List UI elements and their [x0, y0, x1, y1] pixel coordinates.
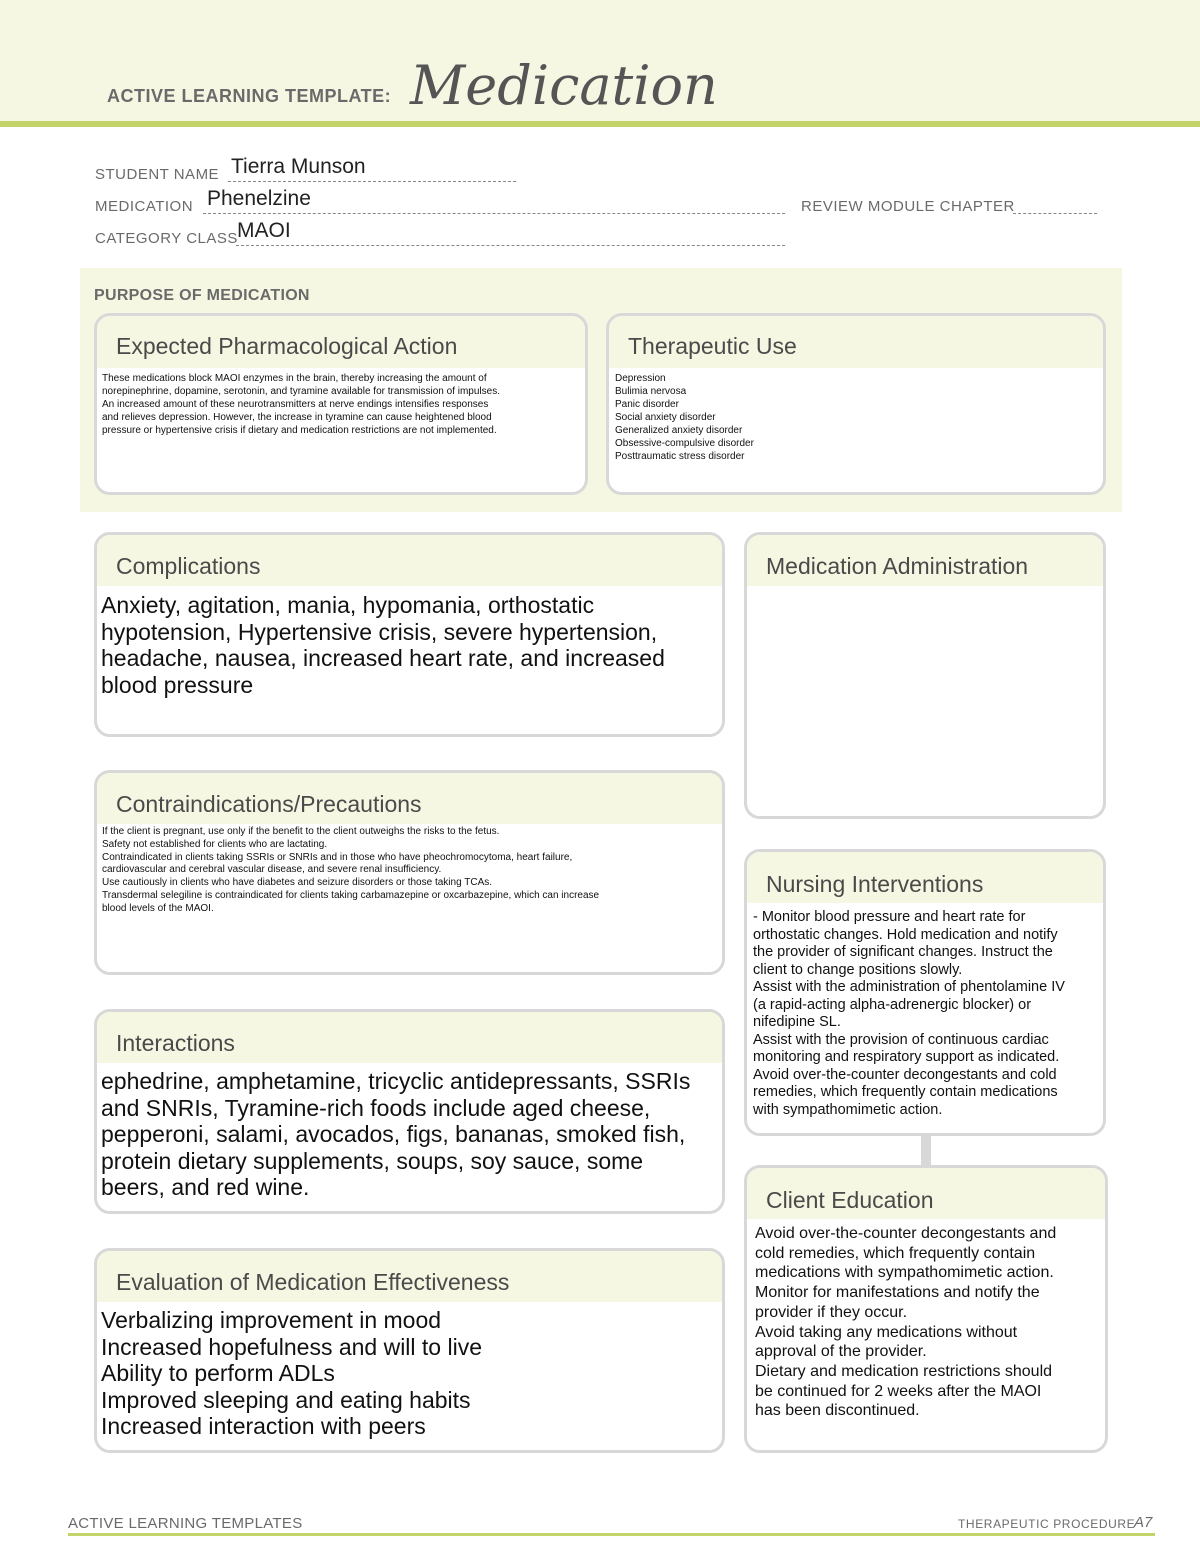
- complications-text[interactable]: [97, 586, 722, 702]
- list-item: Increased interaction with peers: [101, 1413, 426, 1439]
- text-line: provider if they occur.: [755, 1303, 908, 1321]
- text-line: Monitor for manifestations and notify the: [755, 1284, 1040, 1302]
- text-line: with sympathomimetic action.: [753, 1101, 943, 1118]
- header-rule: [0, 121, 1200, 127]
- client-education-title: Client Education: [747, 1168, 1105, 1219]
- client-education-box: [744, 1165, 1108, 1453]
- text-line: Dietary and medication restrictions should: [755, 1362, 1053, 1380]
- list-item: Panic disorder: [615, 399, 679, 410]
- list-item: Generalized anxiety disorder: [615, 425, 743, 436]
- list-item: Bulimia nervosa: [615, 386, 687, 397]
- text-line: These medications block MAOI enzymes in the brain, thereby increasing the amount of: [102, 373, 487, 384]
- text-line: be continued for 2 weeks after the MAOI: [755, 1382, 1042, 1400]
- text-line: headache, nausea, increased heart rate, and increased: [101, 645, 665, 671]
- medication-administration-title: Medication Administration: [747, 535, 1103, 586]
- text-line: Transdermal selegiline is contraindicated for clients taking carbamazepine or oxcarbazepine, which can increase: [102, 889, 600, 901]
- expected-action-title: Expected Pharmacological Action: [97, 316, 585, 368]
- text-line: If the client is pregnant, use only if the benefit to the client outweighs the risks to the fetus.: [102, 826, 500, 837]
- box-connector: [921, 1135, 931, 1167]
- student-name-field[interactable]: Tierra Munson: [231, 155, 366, 178]
- text-line: client to change positions slowly.: [753, 961, 963, 978]
- page-number: A7: [1134, 1514, 1153, 1531]
- list-item: Posttraumatic stress disorder: [615, 451, 745, 462]
- text-line: ephedrine, amphetamine, tricyclic antidepressants, SSRIs: [101, 1068, 691, 1094]
- therapeutic-use-text[interactable]: [609, 368, 1103, 467]
- category-class-field[interactable]: MAOI: [237, 219, 291, 242]
- interactions-title: Interactions: [97, 1012, 722, 1063]
- text-line: pepperoni, salami, avocados, figs, bananas, smoked fish,: [101, 1121, 686, 1147]
- nursing-interventions-title: Nursing Interventions: [747, 852, 1103, 903]
- medication-label: MEDICATION: [95, 198, 194, 215]
- text-line: Avoid taking any medications without: [755, 1323, 1018, 1341]
- text-line: remedies, which frequently contain medications: [753, 1084, 1058, 1100]
- footer-rule: [68, 1533, 1155, 1536]
- text-line: has been discontinued.: [755, 1402, 920, 1420]
- list-item: Social anxiety disorder: [615, 412, 716, 423]
- text-line: norepinephrine, dopamine, serotonin, and tyramine available for transmission of impulses.: [102, 386, 500, 397]
- medication-administration-box: [744, 532, 1106, 819]
- text-line: nifedipine SL.: [753, 1014, 841, 1030]
- text-line: Avoid over-the-counter decongestants and: [755, 1225, 1057, 1242]
- text-line: Avoid over-the-counter decongestants and cold: [753, 1066, 1057, 1083]
- review-module-label: REVIEW MODULE CHAPTER: [801, 198, 1015, 215]
- evaluation-title: Evaluation of Medication Effectiveness: [97, 1251, 722, 1302]
- list-item: Ability to perform ADLs: [101, 1360, 335, 1386]
- text-line: blood levels of the MAOI.: [102, 902, 214, 914]
- text-line: Safety not established for clients who are lactating.: [102, 838, 328, 850]
- footer-series-title: ACTIVE LEARNING TEMPLATES: [68, 1515, 303, 1532]
- template-prefix: ACTIVE LEARNING TEMPLATE:: [107, 86, 392, 106]
- text-line: approval of the provider.: [755, 1343, 927, 1361]
- complications-title: Complications: [97, 535, 722, 586]
- text-line: hypotension, Hypertensive crisis, severe hypertension,: [101, 618, 658, 645]
- contraindications-box: [94, 770, 725, 975]
- expected-action-box: [94, 313, 588, 495]
- medication-administration-field[interactable]: [747, 586, 1103, 806]
- interactions-text[interactable]: [97, 1063, 722, 1205]
- review-module-field[interactable]: [1013, 196, 1097, 214]
- page-title: Medication: [410, 54, 718, 117]
- student-name-label: STUDENT NAME: [95, 166, 220, 183]
- text-line: pressure or hypertensive crisis if dietary and medication restrictions are not implemented.: [102, 425, 497, 436]
- list-item: Improved sleeping and eating habits: [101, 1386, 471, 1413]
- interactions-box: [94, 1009, 725, 1214]
- text-line: and relieves depression. However, the increase in tyramine can cause heightened blood: [102, 412, 492, 423]
- text-line: and SNRIs, Tyramine-rich foods include aged cheese,: [101, 1094, 651, 1121]
- text-line: blood pressure: [101, 671, 254, 698]
- text-line: (a rapid-acting alpha-adrenergic blocker) or: [753, 996, 1032, 1013]
- text-line: Anxiety, agitation, mania, hypomania, orthostatic: [101, 592, 595, 618]
- expected-action-text[interactable]: [97, 368, 585, 441]
- text-line: monitoring and respiratory support as indicated.: [753, 1049, 1060, 1065]
- text-line: cold remedies, which frequently contain: [755, 1244, 1036, 1262]
- text-line: beers, and red wine.: [101, 1174, 310, 1200]
- purpose-label: PURPOSE OF MEDICATION: [94, 287, 310, 304]
- evaluation-box: [94, 1248, 725, 1453]
- list-item: Depression: [615, 373, 666, 384]
- nursing-interventions-text[interactable]: [747, 903, 1103, 1123]
- text-line: protein dietary supplements, soups, soy sauce, some: [101, 1147, 644, 1174]
- therapeutic-use-box: [606, 313, 1106, 495]
- list-item: Obsessive-compulsive disorder: [615, 438, 754, 449]
- therapeutic-use-title: Therapeutic Use: [609, 316, 1103, 368]
- text-line: orthostatic changes. Hold medication and notify: [753, 926, 1058, 943]
- text-line: - Monitor blood pressure and heart rate for: [753, 909, 1026, 925]
- contraindications-text[interactable]: [97, 824, 722, 920]
- list-item: Increased hopefulness and will to live: [101, 1333, 483, 1360]
- text-line: medications with sympathomimetic action.: [755, 1264, 1054, 1282]
- category-class-line: [236, 228, 785, 246]
- text-line: An increased amount of these neurotransmitters at nerve endings intensifies responses: [102, 399, 489, 410]
- client-education-text[interactable]: [747, 1219, 1105, 1425]
- text-line: Assist with the administration of phentolamine IV: [753, 979, 1065, 995]
- evaluation-text[interactable]: [97, 1302, 722, 1444]
- list-item: Verbalizing improvement in mood: [101, 1307, 442, 1333]
- text-line: cardiovascular and cerebral vascular disease, and severe renal insufficiency.: [102, 864, 442, 876]
- contraindications-title: Contraindications/Precautions: [97, 773, 722, 824]
- text-line: Contraindicated in clients taking SSRIs or SNRIs and in those who have pheochromocytoma, heart failure,: [102, 851, 573, 863]
- text-line: Assist with the provision of continuous cardiac: [753, 1031, 1049, 1048]
- nursing-interventions-box: [744, 849, 1106, 1136]
- complications-box: [94, 532, 725, 737]
- category-class-label: CATEGORY CLASS: [95, 230, 238, 247]
- footer-template-type: THERAPEUTIC PROCEDURE: [958, 1517, 1136, 1531]
- text-line: the provider of significant changes. Instruct the: [753, 944, 1053, 960]
- medication-field[interactable]: Phenelzine: [207, 187, 311, 210]
- text-line: Use cautiously in clients who have diabetes and seizure disorders or those taking TCAs.: [102, 877, 493, 889]
